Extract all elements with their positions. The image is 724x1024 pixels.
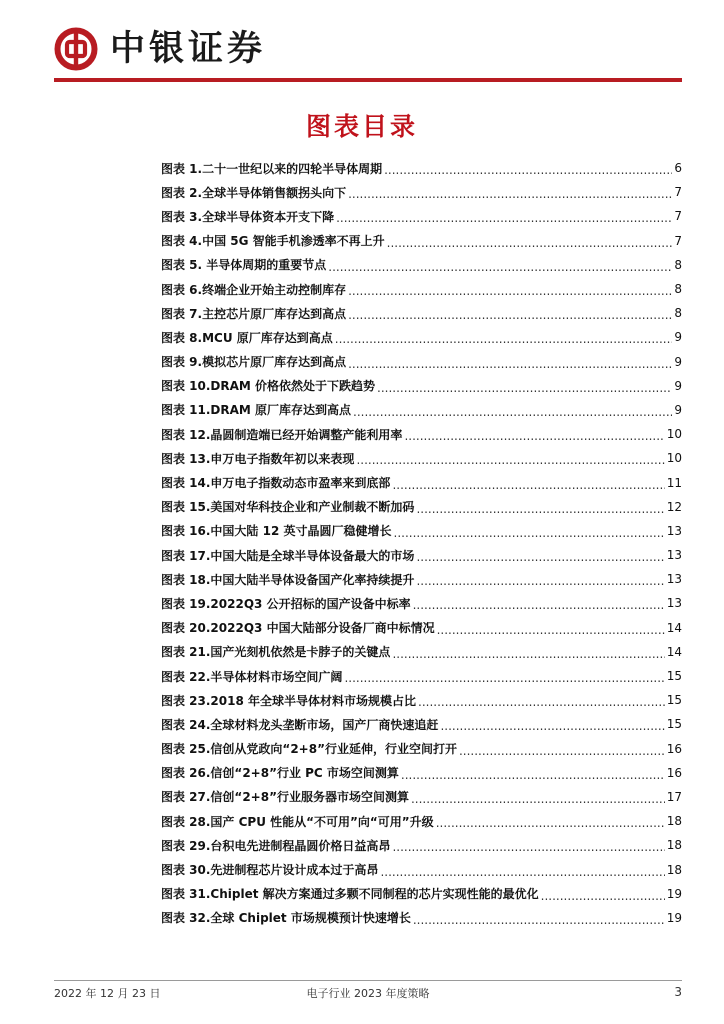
toc-entry[interactable] <box>161 446 682 470</box>
toc-entry[interactable] <box>161 785 682 809</box>
toc-dot-leader <box>377 382 672 394</box>
toc-entry-page[interactable]: 8 <box>674 282 682 297</box>
toc-entry-page[interactable]: 13 <box>666 523 682 538</box>
toc-dot-leader <box>335 333 673 345</box>
toc-entry-page[interactable]: 7 <box>674 185 682 200</box>
toc-dot-leader <box>416 503 664 515</box>
toc-entry-label[interactable]: 图表 11.DRAM 原厂库存达到高点 <box>161 403 352 418</box>
header-divider <box>54 78 682 82</box>
toc-entry[interactable] <box>161 301 682 325</box>
toc-entry-label[interactable]: 图表 12.晶圆制造端已经开始调整产能利用率 <box>161 427 403 442</box>
toc-entry-page[interactable]: 19 <box>666 886 682 901</box>
toc-dot-leader <box>344 672 664 684</box>
toc-entry[interactable] <box>161 422 682 446</box>
toc-entry[interactable] <box>161 688 682 712</box>
toc-entry-page[interactable]: 10 <box>666 451 682 466</box>
footer-divider <box>54 980 682 981</box>
toc-dot-leader <box>411 793 665 805</box>
toc-entry-page[interactable]: 8 <box>674 257 682 272</box>
toc-entry-label[interactable]: 图表 14.申万电子指数动态市盈率来到底部 <box>161 476 391 491</box>
toc-entry-label[interactable]: 图表 4.中国 5G 智能手机渗透率不再上升 <box>161 234 385 249</box>
toc-dot-leader <box>348 309 672 321</box>
toc-dot-leader <box>348 358 672 370</box>
toc-entry-label[interactable]: 图表 21.国产光刻机依然是卡脖子的关键点 <box>161 645 391 660</box>
toc-entry-label[interactable]: 图表 15.美国对华科技企业和产业制裁不断加码 <box>161 500 415 515</box>
toc-entry[interactable] <box>161 156 682 180</box>
toc-entry[interactable] <box>161 809 682 833</box>
toc-entry-label[interactable]: 图表 29.台积电先进制程晶圆价格日益高昂 <box>161 838 391 853</box>
table-of-figures <box>161 156 682 930</box>
toc-entry-page[interactable]: 13 <box>666 548 682 563</box>
toc-entry-page[interactable]: 6 <box>674 161 682 176</box>
toc-entry[interactable] <box>161 470 682 494</box>
footer-page-number: 3 <box>674 985 682 999</box>
toc-entry-label[interactable]: 图表 16.中国大陆 12 英寸晶圆厂稳健增长 <box>161 524 392 539</box>
toc-entry[interactable] <box>161 906 682 930</box>
toc-entry-label[interactable]: 图表 28.国产 CPU 性能从“不可用”向“可用”升级 <box>161 814 434 829</box>
toc-entry[interactable] <box>161 712 682 736</box>
toc-entry-label[interactable]: 图表 9.模拟芯片原厂库存达到高点 <box>161 355 347 370</box>
toc-entry[interactable] <box>161 543 682 567</box>
toc-dot-leader <box>459 745 665 757</box>
toc-entry-page[interactable]: 15 <box>666 669 682 684</box>
toc-entry-label[interactable]: 图表 19.2022Q3 公开招标的国产设备中标率 <box>161 596 411 611</box>
toc-entry-label[interactable]: 图表 8.MCU 原厂库存达到高点 <box>161 330 333 345</box>
toc-entry[interactable] <box>161 495 682 519</box>
toc-entry[interactable] <box>161 761 682 785</box>
toc-entry[interactable] <box>161 325 682 349</box>
bank-of-china-logo-icon <box>54 27 98 71</box>
toc-entry[interactable] <box>161 519 682 543</box>
toc-dot-leader <box>336 212 672 224</box>
toc-entry-page[interactable]: 18 <box>666 862 682 877</box>
toc-entry-label[interactable]: 图表 26.信创“2+8”行业 PC 市场空间测算 <box>161 766 399 781</box>
toc-dot-leader <box>392 648 664 660</box>
toc-dot-leader <box>394 527 665 539</box>
footer-date: 2022 年 12 月 23 日 <box>54 987 161 1000</box>
toc-entry-label[interactable]: 图表 3.全球半导体资本开支下降 <box>161 209 335 224</box>
toc-entry-page[interactable]: 12 <box>666 499 682 514</box>
toc-entry-label[interactable]: 图表 7.主控芯片原厂库存达到高点 <box>161 306 347 321</box>
toc-entry-label[interactable]: 图表 1.二十一世纪以来的四轮半导体周期 <box>161 161 383 176</box>
toc-entry-page[interactable]: 11 <box>666 475 682 490</box>
toc-entry-label[interactable]: 图表 5. 半导体周期的重要节点 <box>161 258 327 273</box>
toc-entry[interactable] <box>161 204 682 228</box>
toc-entry-label[interactable]: 图表 17.中国大陆是全球半导体设备最大的市场 <box>161 548 415 563</box>
toc-entry-page[interactable]: 13 <box>666 596 682 611</box>
toc-entry-label[interactable]: 图表 24.全球材料龙头垄断市场，国产厂商快速追赶 <box>161 717 439 732</box>
toc-entry[interactable] <box>161 374 682 398</box>
toc-entry-label[interactable]: 图表 27.信创“2+8”行业服务器市场空间测算 <box>161 790 409 805</box>
toc-dot-leader <box>387 237 673 249</box>
toc-entry-label[interactable]: 图表 30.先进制程芯片设计成本过于高昂 <box>161 863 379 878</box>
toc-dot-leader <box>380 866 664 878</box>
toc-dot-leader <box>348 188 672 200</box>
page-footer <box>54 985 682 1003</box>
toc-entry[interactable] <box>161 640 682 664</box>
toc-dot-leader <box>404 430 664 442</box>
toc-entry-page[interactable]: 14 <box>666 644 682 659</box>
toc-entry-page[interactable]: 18 <box>666 814 682 829</box>
toc-entry-label[interactable]: 图表 2.全球半导体销售额拐头向下 <box>161 185 347 200</box>
toc-dot-leader <box>328 261 672 273</box>
toc-entry-label[interactable]: 图表 31.Chiplet 解决方案通过多颗不同制程的芯片实现性能的最优化 <box>161 887 539 902</box>
page-title: 图表目录 <box>305 112 418 141</box>
toc-dot-leader <box>416 575 664 587</box>
toc-entry[interactable] <box>161 616 682 640</box>
footer-document-title: 电子行业 2023 年度策略 <box>306 987 430 1000</box>
toc-dot-leader <box>418 696 665 708</box>
toc-entry[interactable] <box>161 350 682 374</box>
toc-entry-page[interactable]: 9 <box>674 330 682 345</box>
toc-dot-leader <box>413 914 665 926</box>
toc-entry-label[interactable]: 图表 18.中国大陆半导体设备国产化率持续提升 <box>161 572 415 587</box>
toc-entry[interactable] <box>161 229 682 253</box>
toc-entry-page[interactable]: 19 <box>666 910 682 925</box>
toc-entry-page[interactable]: 9 <box>674 354 682 369</box>
toc-entry-page[interactable]: 15 <box>666 693 682 708</box>
toc-entry-label[interactable]: 图表 20.2022Q3 中国大陆部分设备厂商中标情况 <box>161 621 435 636</box>
toc-dot-leader <box>392 841 664 853</box>
toc-entry[interactable] <box>161 664 682 688</box>
toc-entry-label[interactable]: 图表 32.全球 Chiplet 市场规模预计快速增长 <box>161 911 411 926</box>
toc-dot-leader <box>436 817 665 829</box>
toc-dot-leader <box>440 720 664 732</box>
toc-dot-leader <box>416 551 664 563</box>
toc-entry[interactable] <box>161 882 682 906</box>
toc-entry[interactable] <box>161 277 682 301</box>
toc-entry-page[interactable]: 17 <box>666 789 682 804</box>
toc-entry-page[interactable]: 14 <box>666 620 682 635</box>
toc-entry[interactable] <box>161 398 682 422</box>
toc-entry[interactable] <box>161 833 682 857</box>
toc-entry[interactable] <box>161 180 682 204</box>
toc-entry[interactable] <box>161 857 682 881</box>
brand-name: 中银证券 <box>110 28 267 69</box>
toc-entry-label[interactable]: 图表 22.半导体材料市场空间广阔 <box>161 669 343 684</box>
toc-entry-page[interactable]: 13 <box>666 572 682 587</box>
toc-entry-page[interactable]: 16 <box>666 741 682 756</box>
toc-dot-leader <box>413 599 665 611</box>
toc-entry-page[interactable]: 7 <box>674 233 682 248</box>
toc-dot-leader <box>392 479 664 491</box>
toc-entry[interactable] <box>161 253 682 277</box>
toc-entry-page[interactable]: 16 <box>666 765 682 780</box>
toc-entry-page[interactable]: 10 <box>666 427 682 442</box>
toc-entry[interactable] <box>161 591 682 615</box>
toc-entry-page[interactable]: 15 <box>666 717 682 732</box>
toc-entry-label[interactable]: 图表 6.终端企业开始主动控制库存 <box>161 282 347 297</box>
toc-dot-leader <box>384 164 672 176</box>
toc-dot-leader <box>541 890 665 902</box>
toc-entry-label[interactable]: 图表 13.申万电子指数年初以来表现 <box>161 451 355 466</box>
toc-entry[interactable] <box>161 737 682 761</box>
toc-entry-label[interactable]: 图表 10.DRAM 价格依然处于下跌趋势 <box>161 379 376 394</box>
toc-dot-leader <box>348 285 672 297</box>
toc-entry-label[interactable]: 图表 23.2018 年全球半导体材料市场规模占比 <box>161 693 417 708</box>
toc-entry[interactable] <box>161 567 682 591</box>
toc-entry-page[interactable]: 7 <box>674 209 682 224</box>
toc-dot-leader <box>437 624 665 636</box>
toc-entry-page[interactable]: 9 <box>674 378 682 393</box>
toc-dot-leader <box>353 406 672 418</box>
toc-entry-page[interactable]: 8 <box>674 306 682 321</box>
toc-entry-label[interactable]: 图表 25.信创从党政向“2+8”行业延伸，行业空间打开 <box>161 742 457 757</box>
toc-entry-page[interactable]: 9 <box>674 402 682 417</box>
toc-dot-leader <box>401 769 665 781</box>
toc-dot-leader <box>356 454 664 466</box>
toc-entry-page[interactable]: 18 <box>666 838 682 853</box>
page-header <box>54 20 266 78</box>
